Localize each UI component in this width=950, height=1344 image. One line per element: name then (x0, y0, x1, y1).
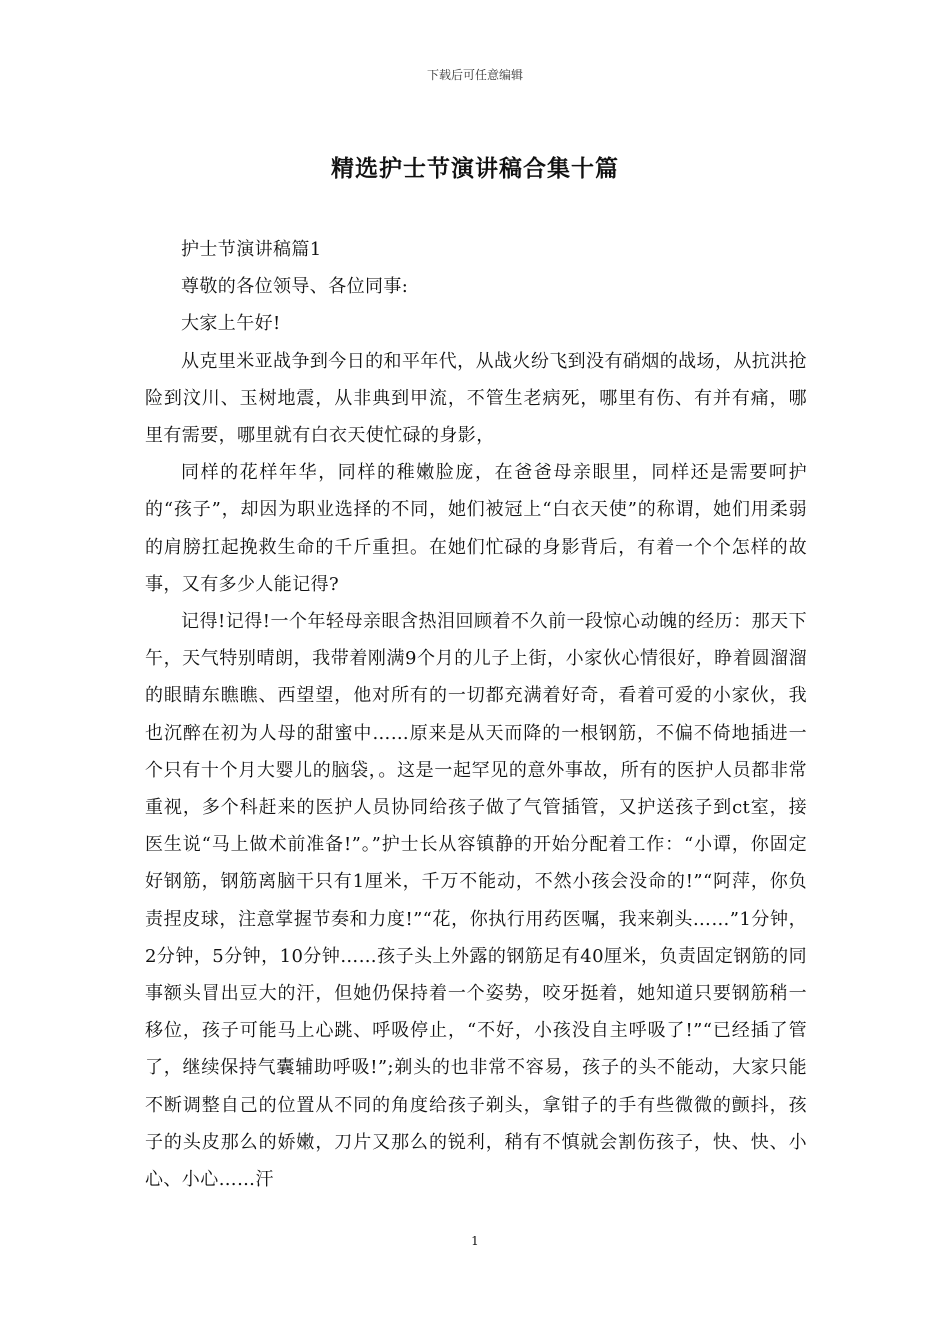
paragraph-body-3: 记得!记得!一个年轻母亲眼含热泪回顾着不久前一段惊心动魄的经历：那天下午，天气特别晴朗，我带着刚满9个月的儿子上街，小家伙心情很好，睁着圆溜溜的眼睛东瞧瞧、西望望，他对所有的一切都充满着好奇，看着可爱的小家伙，我也沉醉在初为人母的甜蜜中……原来是从天而降的一根钢筋，不偏不倚地插进一个只有十个月大婴儿的脑袋，。这是一起罕见的意外事故，所有的医护人员都非常重视，多个科赶来的医护人员协同给孩子做了气管插管，又护送孩子到ct室，接医生说“马上做术前准备!”。”护士长从容镇静的开始分配着工作：“小谭，你固定好钢筋，钢筋离脑干只有1厘米，千万不能动，不然小孩会没命的!”“阿萍，你负责捏皮球，注意掌握节奏和力度!”“花，你执行用药医嘱，我来剃头……”1分钟，2分钟，5分钟，10分钟……孩子头上外露的钢筋足有40厘米，负责固定钢筋的同事额头冒出豆大的汗，但她仍保持着一个姿势，咬牙挺着，她知道只要钢筋稍一移位，孩子可能马上心跳、呼吸停止，“不好，小孩没自主呼吸了!”“已经插了管了，继续保持气囊辅助呼吸!”;剃头的也非常不容易，孩子的头不能动，大家只能不断调整自己的位置从不同的角度给孩子剃头，拿钳子的手有些微微的颤抖，孩子的头皮那么的娇嫩，刀片又那么的锐利，稍有不慎就会割伤孩子，快、快、小心、小心……汗 (145, 611, 807, 1191)
paragraph-body-1: 从克里米亚战争到今日的和平年代，从战火纷飞到没有硝烟的战场，从抗洪抢险到汶川、玉树地震，从非典到甲流，不管生老病死，哪里有伤、有并有痛，哪里有需要，哪里就有白衣天使忙碌的身影， (145, 350, 807, 447)
page-number: 1 (471, 1234, 479, 1248)
document-body (145, 231, 807, 1198)
header-note: 下载后可任意编辑 (426, 68, 523, 82)
document-title: 精选护士节演讲稿合集十篇 (331, 155, 619, 182)
paragraph-salutation: 尊敬的各位领导、各位同事: (181, 276, 409, 298)
paragraph-section-heading: 护士节演讲稿篇1 (181, 239, 322, 260)
paragraph-body-2: 同样的花样年华，同样的稚嫩脸庞，在爸爸母亲眼里，同样还是需要呵护的“孩子”，却因为职业选择的不同，她们被冠上“白衣天使”的称谓，她们用柔弱的肩膀扛起挽救生命的千斤重担。在她们忙碌的身影背后，有着一个个怎样的故事，又有多少人能记得? (145, 462, 807, 595)
paragraph-greeting: 大家上午好! (181, 313, 281, 335)
